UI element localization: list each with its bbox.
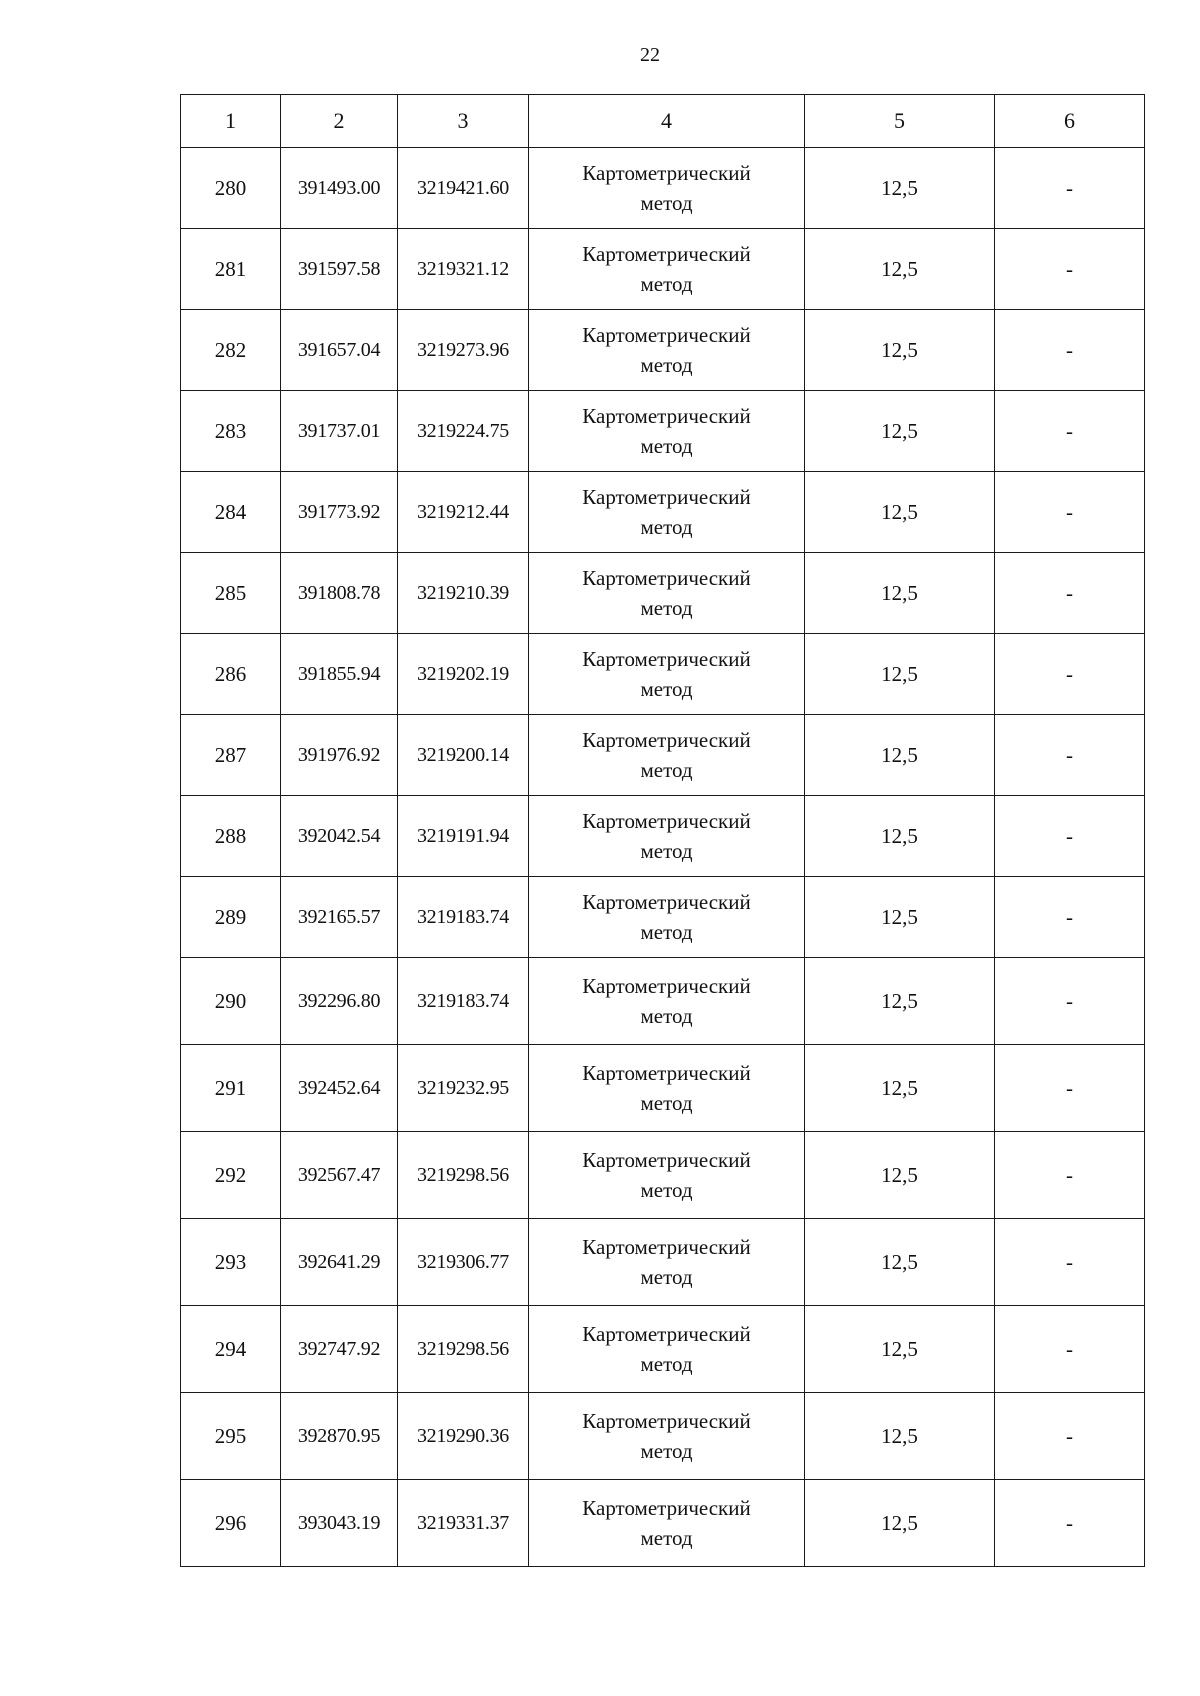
point-number-cell: 291: [181, 1045, 281, 1132]
method-line-1: Картометрический: [582, 727, 751, 752]
note-cell: -: [995, 472, 1145, 553]
accuracy-cell: 12,5: [805, 634, 995, 715]
point-number-cell: 283: [181, 391, 281, 472]
accuracy-cell: 12,5: [805, 1219, 995, 1306]
point-number-cell: 290: [181, 958, 281, 1045]
y-coordinate-cell: 3219210.39: [398, 553, 529, 634]
method-line-1: Картометрический: [582, 565, 751, 590]
method-line-1: Картометрический: [582, 160, 751, 185]
x-coordinate-cell: 392870.95: [281, 1393, 398, 1480]
method-line-2: метод: [640, 1265, 693, 1289]
note-cell: -: [995, 796, 1145, 877]
table-row: [181, 1045, 1145, 1132]
method-line-2: метод: [640, 191, 693, 215]
table-row: [181, 877, 1145, 958]
y-coordinate-cell: 3219421.60: [398, 148, 529, 229]
table-row: [181, 148, 1145, 229]
table-row: [181, 310, 1145, 391]
method-line-2: метод: [640, 920, 693, 944]
note-cell: -: [995, 958, 1145, 1045]
method-cell: [529, 715, 805, 796]
table-header-row: [181, 95, 1145, 148]
accuracy-cell: 12,5: [805, 1306, 995, 1393]
accuracy-cell: 12,5: [805, 1393, 995, 1480]
x-coordinate-cell: 391493.00: [281, 148, 398, 229]
x-coordinate-cell: 392452.64: [281, 1045, 398, 1132]
method-cell: [529, 148, 805, 229]
method-cell: [529, 391, 805, 472]
accuracy-cell: 12,5: [805, 1480, 995, 1567]
method-line-2: метод: [640, 677, 693, 701]
method-cell: [529, 877, 805, 958]
x-coordinate-cell: 393043.19: [281, 1480, 398, 1567]
column-header: 4: [529, 95, 805, 148]
x-coordinate-cell: 391737.01: [281, 391, 398, 472]
page-number: 22: [640, 44, 660, 66]
y-coordinate-cell: 3219224.75: [398, 391, 529, 472]
method-line-2: метод: [640, 353, 693, 377]
method-line-1: Картометрический: [582, 1495, 751, 1520]
table-row: [181, 1132, 1145, 1219]
accuracy-cell: 12,5: [805, 310, 995, 391]
x-coordinate-cell: 391773.92: [281, 472, 398, 553]
note-cell: -: [995, 1219, 1145, 1306]
accuracy-cell: 12,5: [805, 715, 995, 796]
x-coordinate-cell: 392567.47: [281, 1132, 398, 1219]
method-cell: [529, 553, 805, 634]
x-coordinate-cell: 391657.04: [281, 310, 398, 391]
y-coordinate-cell: 3219306.77: [398, 1219, 529, 1306]
method-line-2: метод: [640, 272, 693, 296]
accuracy-cell: 12,5: [805, 958, 995, 1045]
note-cell: -: [995, 229, 1145, 310]
table-row: [181, 1306, 1145, 1393]
x-coordinate-cell: 392165.57: [281, 877, 398, 958]
point-number-cell: 292: [181, 1132, 281, 1219]
column-header: 1: [181, 95, 281, 148]
column-header: 2: [281, 95, 398, 148]
note-cell: -: [995, 715, 1145, 796]
accuracy-cell: 12,5: [805, 877, 995, 958]
y-coordinate-cell: 3219290.36: [398, 1393, 529, 1480]
accuracy-cell: 12,5: [805, 229, 995, 310]
method-line-1: Картометрический: [582, 241, 751, 266]
method-cell: [529, 1219, 805, 1306]
method-line-2: метод: [640, 1004, 693, 1028]
accuracy-cell: 12,5: [805, 472, 995, 553]
table-row: [181, 472, 1145, 553]
accuracy-cell: 12,5: [805, 1045, 995, 1132]
method-line-2: метод: [640, 1439, 693, 1463]
point-number-cell: 294: [181, 1306, 281, 1393]
x-coordinate-cell: 392042.54: [281, 796, 398, 877]
note-cell: -: [995, 634, 1145, 715]
method-cell: [529, 1045, 805, 1132]
column-header: 3: [398, 95, 529, 148]
point-number-cell: 285: [181, 553, 281, 634]
method-cell: [529, 634, 805, 715]
y-coordinate-cell: 3219331.37: [398, 1480, 529, 1567]
method-cell: [529, 1132, 805, 1219]
accuracy-cell: 12,5: [805, 796, 995, 877]
method-line-2: метод: [640, 1526, 693, 1550]
table-row: [181, 229, 1145, 310]
method-cell: [529, 958, 805, 1045]
method-line-1: Картометрический: [582, 808, 751, 833]
method-line-1: Картометрический: [582, 973, 751, 998]
y-coordinate-cell: 3219200.14: [398, 715, 529, 796]
coordinates-table: [180, 94, 1145, 1567]
x-coordinate-cell: 391808.78: [281, 553, 398, 634]
method-line-1: Картометрический: [582, 403, 751, 428]
point-number-cell: 287: [181, 715, 281, 796]
note-cell: -: [995, 1132, 1145, 1219]
point-number-cell: 296: [181, 1480, 281, 1567]
method-cell: [529, 229, 805, 310]
method-line-1: Картометрический: [582, 1147, 751, 1172]
table-row: [181, 715, 1145, 796]
method-line-1: Картометрический: [582, 484, 751, 509]
method-line-2: метод: [640, 1178, 693, 1202]
method-line-1: Картометрический: [582, 1234, 751, 1259]
table-row: [181, 391, 1145, 472]
method-line-1: Картометрический: [582, 889, 751, 914]
x-coordinate-cell: 392641.29: [281, 1219, 398, 1306]
accuracy-cell: 12,5: [805, 1132, 995, 1219]
method-line-2: метод: [640, 1352, 693, 1376]
x-coordinate-cell: 392747.92: [281, 1306, 398, 1393]
method-line-2: метод: [640, 596, 693, 620]
accuracy-cell: 12,5: [805, 148, 995, 229]
point-number-cell: 289: [181, 877, 281, 958]
y-coordinate-cell: 3219273.96: [398, 310, 529, 391]
accuracy-cell: 12,5: [805, 553, 995, 634]
method-line-1: Картометрический: [582, 1408, 751, 1433]
accuracy-cell: 12,5: [805, 391, 995, 472]
note-cell: -: [995, 1306, 1145, 1393]
method-line-1: Картометрический: [582, 1060, 751, 1085]
column-header: 6: [995, 95, 1145, 148]
method-cell: [529, 310, 805, 391]
method-cell: [529, 472, 805, 553]
note-cell: -: [995, 1045, 1145, 1132]
point-number-cell: 286: [181, 634, 281, 715]
method-cell: [529, 1393, 805, 1480]
x-coordinate-cell: 391976.92: [281, 715, 398, 796]
y-coordinate-cell: 3219298.56: [398, 1132, 529, 1219]
method-line-1: Картометрический: [582, 646, 751, 671]
method-line-1: Картометрический: [582, 322, 751, 347]
method-line-1: Картометрический: [582, 1321, 751, 1346]
y-coordinate-cell: 3219212.44: [398, 472, 529, 553]
table-row: [181, 1393, 1145, 1480]
method-line-2: метод: [640, 839, 693, 863]
point-number-cell: 284: [181, 472, 281, 553]
table-row: [181, 796, 1145, 877]
method-cell: [529, 796, 805, 877]
point-number-cell: 293: [181, 1219, 281, 1306]
column-header: 5: [805, 95, 995, 148]
note-cell: -: [995, 391, 1145, 472]
y-coordinate-cell: 3219183.74: [398, 877, 529, 958]
point-number-cell: 282: [181, 310, 281, 391]
table-row: [181, 634, 1145, 715]
table-row: [181, 553, 1145, 634]
point-number-cell: 281: [181, 229, 281, 310]
y-coordinate-cell: 3219191.94: [398, 796, 529, 877]
point-number-cell: 295: [181, 1393, 281, 1480]
note-cell: -: [995, 1480, 1145, 1567]
y-coordinate-cell: 3219183.74: [398, 958, 529, 1045]
method-cell: [529, 1306, 805, 1393]
note-cell: -: [995, 310, 1145, 391]
note-cell: -: [995, 877, 1145, 958]
y-coordinate-cell: 3219232.95: [398, 1045, 529, 1132]
method-line-2: метод: [640, 1091, 693, 1115]
x-coordinate-cell: 391597.58: [281, 229, 398, 310]
x-coordinate-cell: 391855.94: [281, 634, 398, 715]
method-line-2: метод: [640, 515, 693, 539]
table-row: [181, 958, 1145, 1045]
y-coordinate-cell: 3219298.56: [398, 1306, 529, 1393]
method-line-2: метод: [640, 434, 693, 458]
y-coordinate-cell: 3219321.12: [398, 229, 529, 310]
note-cell: -: [995, 1393, 1145, 1480]
method-cell: [529, 1480, 805, 1567]
table-row: [181, 1480, 1145, 1567]
table-row: [181, 1219, 1145, 1306]
y-coordinate-cell: 3219202.19: [398, 634, 529, 715]
note-cell: -: [995, 148, 1145, 229]
point-number-cell: 280: [181, 148, 281, 229]
point-number-cell: 288: [181, 796, 281, 877]
method-line-2: метод: [640, 758, 693, 782]
x-coordinate-cell: 392296.80: [281, 958, 398, 1045]
note-cell: -: [995, 553, 1145, 634]
